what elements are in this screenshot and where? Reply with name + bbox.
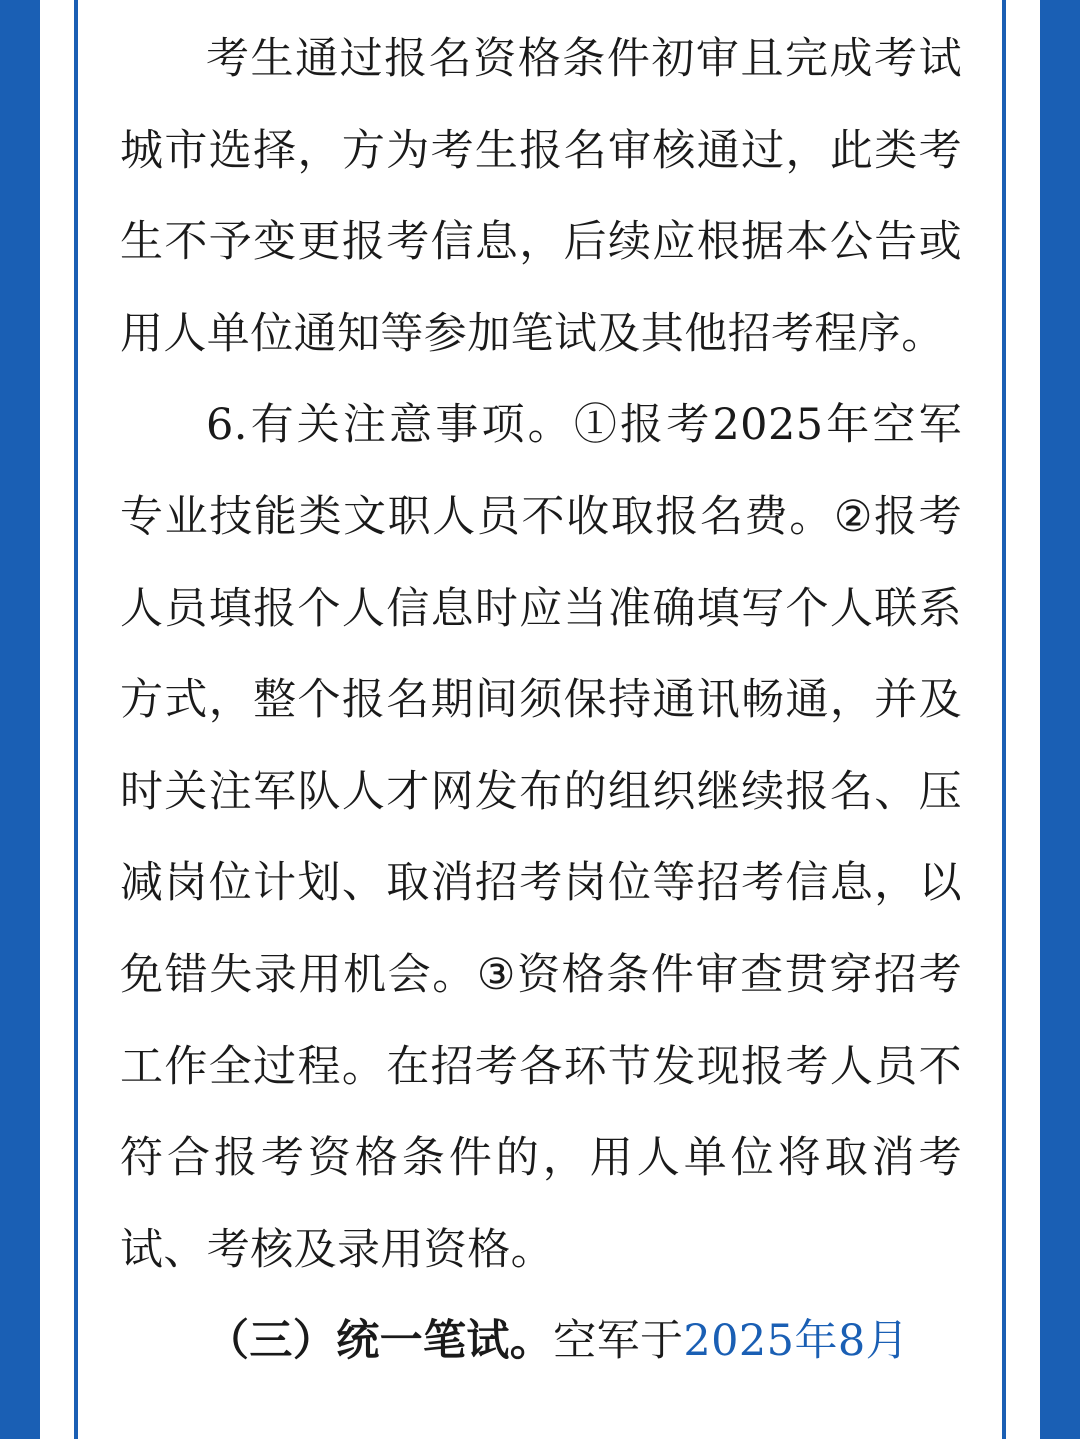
notes-year: 2025 xyxy=(712,400,824,451)
right-border-bar xyxy=(1040,0,1080,1439)
written-exam-date: 2025年8月 xyxy=(683,1316,909,1367)
paragraph-notes xyxy=(120,380,962,1296)
left-border-line xyxy=(74,0,78,1439)
notes-text: 年空军专业技能类文职人员不收取报名费。②报考人员填报个人信息时应当准确填写个人联系方式，整个报名期间须保持通讯畅通，并及时关注军队人才网发布的组织继续报名、压减岗位计划、取消招考岗位等招考信息，以免错失录用机会。③资格条件审查贯穿招考工作全过程。在招考各环节发现报考人员不符合报考资格条件的，用人单位将取消考试、考核及录用资格。 xyxy=(120,400,963,1275)
paragraph-written-exam xyxy=(120,1296,962,1388)
notes-prefix: 6.有关注意事项。①报考 xyxy=(206,400,713,451)
right-border-line xyxy=(1002,0,1006,1439)
paragraph-exam-city-text: 考生通过报名资格条件初审且完成考试城市选择，方为考生报名审核通过，此类考生不予变更报考信息，后续应根据本公告或用人单位通知等参加笔试及其他招考程序。 xyxy=(120,34,962,359)
article-body xyxy=(120,14,962,1388)
paragraph-exam-city xyxy=(120,14,962,380)
written-exam-text: 空军于 xyxy=(553,1316,684,1367)
left-border-bar xyxy=(0,0,40,1439)
written-exam-heading: （三）统一笔试。 xyxy=(206,1316,554,1367)
